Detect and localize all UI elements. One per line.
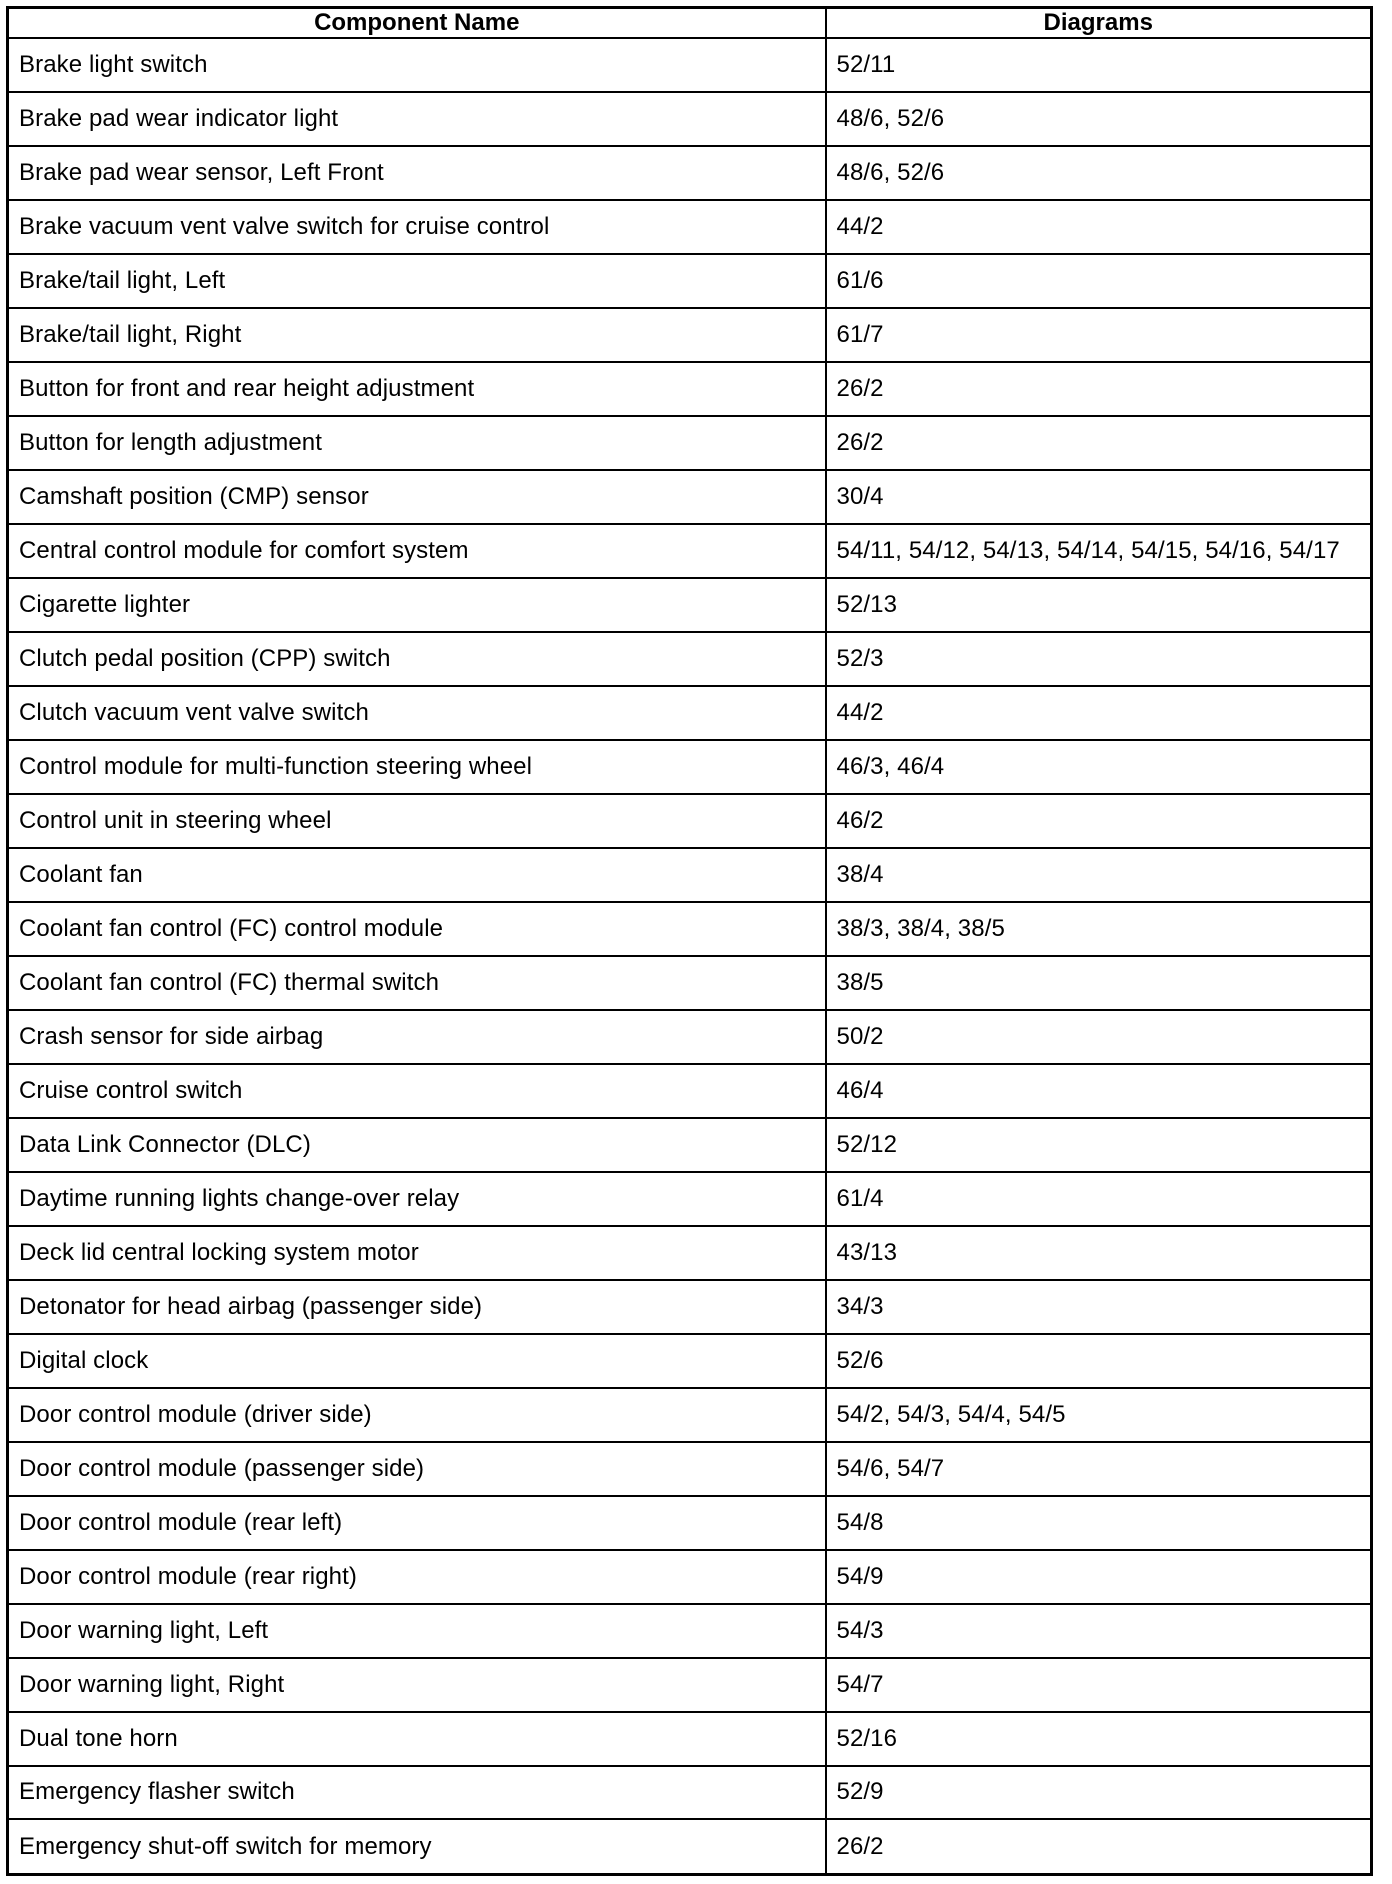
component-name-cell: Brake pad wear indicator light — [8, 92, 826, 146]
diagrams-cell: 44/2 — [826, 686, 1372, 740]
component-name-cell: Central control module for comfort system — [8, 524, 826, 578]
diagrams-cell: 61/4 — [826, 1172, 1372, 1226]
table-row — [8, 92, 1372, 146]
component-name-cell: Brake light switch — [8, 38, 826, 92]
diagrams-cell: 61/6 — [826, 254, 1372, 308]
component-name-cell: Clutch vacuum vent valve switch — [8, 686, 826, 740]
component-name-cell: Dual tone horn — [8, 1712, 826, 1766]
diagrams-cell: 38/5 — [826, 956, 1372, 1010]
component-name-cell: Door control module (passenger side) — [8, 1442, 826, 1496]
diagrams-cell: 54/6, 54/7 — [826, 1442, 1372, 1496]
component-name-cell: Coolant fan control (FC) thermal switch — [8, 956, 826, 1010]
diagrams-cell: 54/3 — [826, 1604, 1372, 1658]
component-name-cell: Data Link Connector (DLC) — [8, 1118, 826, 1172]
diagrams-cell: 46/3, 46/4 — [826, 740, 1372, 794]
component-name-cell: Emergency flasher switch — [8, 1766, 826, 1820]
table-row — [8, 38, 1372, 92]
table-row — [8, 1172, 1372, 1226]
component-name-cell: Deck lid central locking system motor — [8, 1226, 826, 1280]
table-row — [8, 1064, 1372, 1118]
diagrams-cell: 52/11 — [826, 38, 1372, 92]
component-name-cell: Daytime running lights change-over relay — [8, 1172, 826, 1226]
diagrams-cell: 26/2 — [826, 1819, 1372, 1874]
component-name-cell: Button for length adjustment — [8, 416, 826, 470]
table-row — [8, 578, 1372, 632]
table-row — [8, 1226, 1372, 1280]
component-name-cell: Control module for multi-function steering wheel — [8, 740, 826, 794]
diagrams-cell: 52/13 — [826, 578, 1372, 632]
table-row — [8, 470, 1372, 524]
table-row — [8, 848, 1372, 902]
diagrams-cell: 26/2 — [826, 416, 1372, 470]
table-row — [8, 1712, 1372, 1766]
component-name-cell: Coolant fan — [8, 848, 826, 902]
component-name-cell: Camshaft position (CMP) sensor — [8, 470, 826, 524]
component-name-cell: Button for front and rear height adjustment — [8, 362, 826, 416]
table-row — [8, 1442, 1372, 1496]
component-name-cell: Crash sensor for side airbag — [8, 1010, 826, 1064]
table-row — [8, 200, 1372, 254]
component-name-cell: Cigarette lighter — [8, 578, 826, 632]
diagrams-cell: 46/2 — [826, 794, 1372, 848]
table-row — [8, 1604, 1372, 1658]
column-header-component-name: Component Name — [8, 8, 826, 39]
table-row — [8, 1388, 1372, 1442]
component-name-cell: Cruise control switch — [8, 1064, 826, 1118]
diagrams-cell: 50/2 — [826, 1010, 1372, 1064]
diagrams-cell: 54/9 — [826, 1550, 1372, 1604]
diagrams-cell: 30/4 — [826, 470, 1372, 524]
diagrams-cell: 52/3 — [826, 632, 1372, 686]
component-name-cell: Emergency shut-off switch for memory — [8, 1819, 826, 1874]
component-name-cell: Door warning light, Right — [8, 1658, 826, 1712]
diagrams-cell: 38/4 — [826, 848, 1372, 902]
table-header-row — [8, 8, 1372, 39]
table-row — [8, 362, 1372, 416]
table-row — [8, 524, 1372, 578]
table-row — [8, 632, 1372, 686]
table-row — [8, 254, 1372, 308]
diagrams-cell: 52/9 — [826, 1766, 1372, 1820]
diagrams-cell: 34/3 — [826, 1280, 1372, 1334]
table-row — [8, 1010, 1372, 1064]
table-row — [8, 1280, 1372, 1334]
table-row — [8, 146, 1372, 200]
diagrams-cell: 26/2 — [826, 362, 1372, 416]
table-body — [8, 38, 1372, 1875]
diagrams-cell: 52/6 — [826, 1334, 1372, 1388]
table-row — [8, 956, 1372, 1010]
diagrams-cell: 52/16 — [826, 1712, 1372, 1766]
table-row — [8, 1766, 1372, 1820]
table-row — [8, 1334, 1372, 1388]
diagrams-cell: 54/8 — [826, 1496, 1372, 1550]
table-row — [8, 1819, 1372, 1874]
component-name-cell: Door warning light, Left — [8, 1604, 826, 1658]
component-diagram-table — [6, 6, 1373, 1876]
diagrams-cell: 46/4 — [826, 1064, 1372, 1118]
table-row — [8, 1658, 1372, 1712]
diagrams-cell: 54/2, 54/3, 54/4, 54/5 — [826, 1388, 1372, 1442]
table-row — [8, 686, 1372, 740]
table-row — [8, 308, 1372, 362]
diagrams-cell: 54/11, 54/12, 54/13, 54/14, 54/15, 54/16, 54/17 — [826, 524, 1372, 578]
column-header-diagrams: Diagrams — [826, 8, 1372, 39]
component-name-cell: Brake vacuum vent valve switch for cruise control — [8, 200, 826, 254]
component-name-cell: Clutch pedal position (CPP) switch — [8, 632, 826, 686]
component-name-cell: Coolant fan control (FC) control module — [8, 902, 826, 956]
diagrams-cell: 54/7 — [826, 1658, 1372, 1712]
component-name-cell: Control unit in steering wheel — [8, 794, 826, 848]
component-name-cell: Door control module (rear right) — [8, 1550, 826, 1604]
component-name-cell: Brake/tail light, Left — [8, 254, 826, 308]
table-row — [8, 1496, 1372, 1550]
component-name-cell: Brake/tail light, Right — [8, 308, 826, 362]
diagrams-cell: 43/13 — [826, 1226, 1372, 1280]
table-row — [8, 902, 1372, 956]
diagrams-cell: 48/6, 52/6 — [826, 92, 1372, 146]
component-name-cell: Door control module (driver side) — [8, 1388, 826, 1442]
diagrams-cell: 38/3, 38/4, 38/5 — [826, 902, 1372, 956]
diagrams-cell: 44/2 — [826, 200, 1372, 254]
component-name-cell: Digital clock — [8, 1334, 826, 1388]
diagrams-cell: 52/12 — [826, 1118, 1372, 1172]
table-row — [8, 1118, 1372, 1172]
component-name-cell: Brake pad wear sensor, Left Front — [8, 146, 826, 200]
table-row — [8, 740, 1372, 794]
table-row — [8, 416, 1372, 470]
table-row — [8, 794, 1372, 848]
component-name-cell: Door control module (rear left) — [8, 1496, 826, 1550]
component-name-cell: Detonator for head airbag (passenger side) — [8, 1280, 826, 1334]
diagrams-cell: 48/6, 52/6 — [826, 146, 1372, 200]
table-row — [8, 1550, 1372, 1604]
diagrams-cell: 61/7 — [826, 308, 1372, 362]
